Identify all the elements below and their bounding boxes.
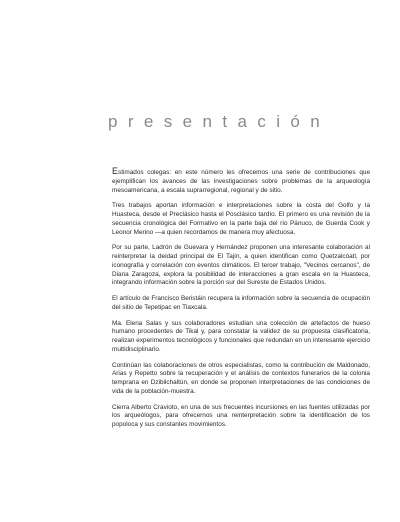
paragraph: Por su parte, Ladrón de Guevara y Hernández proponen una interesante colaboración al reinterpretar la deidad principal de El Tajín, a quien identifican como Quetzalcóatl, por iconografía y correlación con eventos climáticos. El tercer trabajo, "Vecinos cercanos", de Diana Zaragoza, explora la posibilidad de interacciones a gran escala en la Huasteca, integrando información sobre la porción sur del Sureste de Estados Unidos. xyxy=(112,244,370,287)
paragraph: Tres trabajos aportan información e interpretaciones sobre la costa del Golfo y la Huasteca, desde el Preclásico hasta el Posclásico tardío. El primero es una revisión de la secuencia cronológica del Formativo en la parte baja del río Pánuco, de Guerda Cook y Leonor Merino —a quien recordamos de manera muy afectuosa. xyxy=(112,202,370,236)
paragraph-intro xyxy=(112,167,370,195)
page-title: presentación xyxy=(108,112,331,131)
body-text xyxy=(112,167,370,437)
paragraph: El artículo de Francisco Beristáin recupera la información sobre la secuencia de ocupación del sitio de Tepetipac en Tlaxcala. xyxy=(112,295,370,311)
paragraph: Cierra Alberto Cravioto, en una de sus frecuentes incursiones en las fuentes utilizadas por los arqueólogos, para ofrecernos una reinterpretación sobre la identificación de los popoloca y sus constantes movimientos. xyxy=(112,403,370,428)
drop-cap: E xyxy=(112,166,119,176)
paragraph: Continúan las colaboraciones de otros especialistas, como la contribución de Maldonado, Arias y Repetto sobre la recuperación y el análisis de contextos funerarios de la colonia temprana en Dzibilchaltún, en donde se proponen interpretaciones de las condiciones de vida de la población-muestra. xyxy=(112,361,370,395)
paragraph: Ma. Elena Salas y sus colaboradores estudian una colección de artefactos de hueso humano procedentes de Tikal y, para constatar la validez de su propuesta clasificatoria, realizan experimentos tecnológicos y funcionales que redundan en un interesante ejercicio multidisciplinario. xyxy=(112,319,370,353)
paragraph-intro-text: stimados colegas: en este número les ofrecemos una serie de contribuciones que ejemplifican los avances de las investigaciones sobre problemas de la arqueología mesoamericana, a escala suprarregional, regional y de sitio. xyxy=(112,169,370,194)
